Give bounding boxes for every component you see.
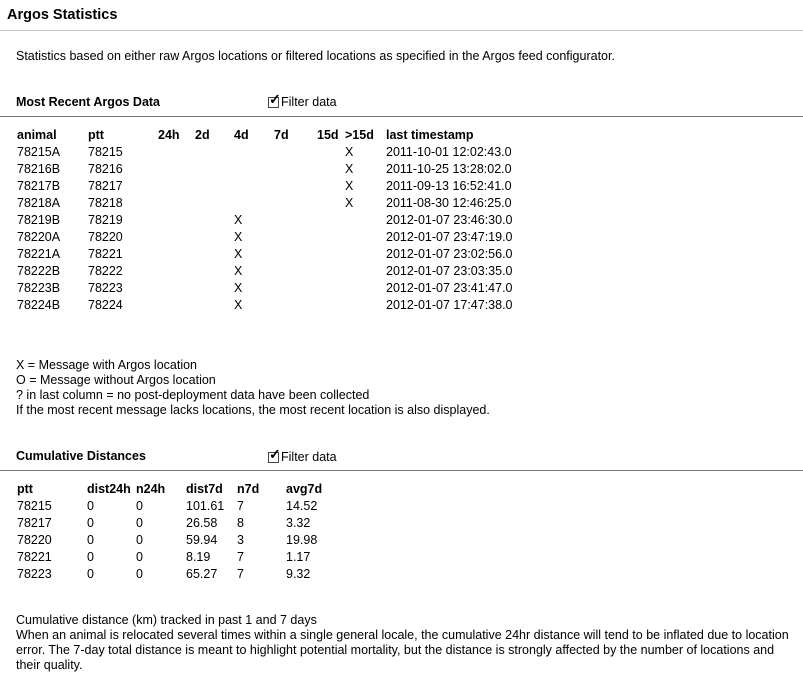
footer-notes (16, 613, 794, 673)
table-cell-n24h: 0 (136, 549, 143, 564)
table-cell-c15d (317, 262, 345, 279)
table-row (17, 262, 546, 279)
col-4d: 4d (234, 127, 249, 142)
table-row (17, 194, 546, 211)
table-cell-c4d: X (234, 229, 243, 244)
table-cell-c7d (274, 228, 317, 245)
col-dist7d: dist7d (186, 481, 223, 496)
table-row (17, 228, 546, 245)
recent-filter-label: Filter data (281, 95, 337, 109)
checkmark-icon: ✓ (269, 445, 281, 462)
table-cell-dist7d: 26.58 (186, 515, 218, 530)
table-cell-c7d (274, 245, 317, 262)
table-cell-dist24h: 0 (87, 515, 94, 530)
table-cell-animal: 78218A (17, 195, 61, 210)
table-cell-c15d (317, 228, 345, 245)
table-cell-ptt: 78220 (88, 229, 123, 244)
table-cell-c15p (345, 296, 386, 313)
table-cell-c24h (158, 262, 195, 279)
legend-x: X = Message with Argos location (16, 358, 197, 372)
table-cell-c4d: X (234, 246, 243, 261)
table-cell-ts: 2011-10-25 13:28:02.0 (386, 161, 512, 176)
recent-section-heading: Most Recent Argos Data (16, 95, 161, 109)
table-cell-dist24h: 0 (87, 566, 94, 581)
table-cell-ts: 2012-01-07 23:02:56.0 (386, 246, 513, 261)
recent-divider (0, 116, 803, 117)
table-cell-n24h: 0 (136, 515, 143, 530)
col-n24h: n24h (136, 481, 166, 496)
table-cell-n7d: 3 (237, 532, 244, 547)
cumulative-filter-toggle[interactable] (268, 445, 337, 464)
table-cell-ptt: 78219 (88, 212, 123, 227)
table-cell-c15d (317, 279, 345, 296)
table-cell-ptt: 78215 (88, 144, 123, 159)
table-cell-c24h (158, 211, 195, 228)
col-15d: 15d (317, 127, 339, 142)
table-cell-c15p (345, 262, 386, 279)
table-row (17, 177, 546, 194)
cumulative-filter-checkbox[interactable] (268, 445, 281, 463)
table-cell-ts: 2011-08-30 12:46:25.0 (386, 195, 512, 210)
table-cell-c15d (317, 296, 345, 313)
table-cell-c15d (317, 143, 345, 160)
legend-recent: If the most recent message lacks locations, the most recent location is also displayed. (16, 403, 490, 417)
table-cell-c4d (234, 194, 274, 211)
table-cell-c24h (158, 296, 195, 313)
table-cell-dist24h: 0 (87, 498, 94, 513)
table-cell-c4d: X (234, 263, 243, 278)
table-cell-c24h (158, 194, 195, 211)
table-cell-avg7d: 14.52 (286, 498, 318, 513)
recent-filter-checkbox[interactable] (268, 90, 281, 108)
table-cell-ptt: 78223 (17, 566, 52, 581)
recent-table (17, 126, 546, 313)
table-row (17, 514, 346, 531)
table-cell-c7d (274, 211, 317, 228)
table-cell-ptt: 78216 (88, 161, 123, 176)
table-cell-dist24h: 0 (87, 549, 94, 564)
table-cell-c24h (158, 160, 195, 177)
table-cell-n7d: 7 (237, 549, 244, 564)
col-n7d: n7d (237, 481, 260, 496)
legend-question: ? in last column = no post-deployment data have been collected (16, 388, 370, 402)
table-cell-c15p: X (345, 161, 354, 176)
table-cell-c15p: X (345, 178, 354, 193)
col-2d: 2d (195, 127, 210, 142)
table-cell-c2d (195, 143, 234, 160)
table-cell-c4d (234, 143, 274, 160)
table-cell-animal: 78220A (17, 229, 61, 244)
table-cell-n24h: 0 (136, 498, 143, 513)
col-last-timestamp: last timestamp (386, 127, 474, 142)
table-cell-animal: 78221A (17, 246, 61, 261)
title-divider (0, 30, 803, 31)
col-ptt: ptt (88, 127, 104, 142)
col-7d: 7d (274, 127, 289, 142)
table-cell-c7d (274, 262, 317, 279)
table-cell-ptt: 78223 (88, 280, 123, 295)
table-cell-c15d (317, 211, 345, 228)
table-cell-c15p (345, 279, 386, 296)
cumulative-section-heading: Cumulative Distances (16, 449, 146, 463)
table-cell-ts: 2011-09-13 16:52:41.0 (386, 178, 512, 193)
table-cell-n7d: 8 (237, 515, 244, 530)
table-row (17, 296, 546, 313)
col-over-15d: >15d (345, 127, 374, 142)
table-cell-dist7d: 59.94 (186, 532, 218, 547)
table-cell-animal: 78219B (17, 212, 61, 227)
table-cell-animal: 78217B (17, 178, 61, 193)
table-cell-c24h (158, 228, 195, 245)
table-cell-c7d (274, 296, 317, 313)
legend-o: O = Message without Argos location (16, 373, 216, 387)
table-cell-avg7d: 19.98 (286, 532, 318, 547)
table-cell-c2d (195, 279, 234, 296)
col-ptt: ptt (17, 481, 33, 496)
table-cell-animal: 78215A (17, 144, 61, 159)
table-cell-animal: 78222B (17, 263, 61, 278)
table-cell-c15p: X (345, 195, 354, 210)
table-cell-c7d (274, 143, 317, 160)
cumulative-filter-label: Filter data (281, 450, 337, 464)
table-cell-c2d (195, 194, 234, 211)
table-cell-c4d (234, 160, 274, 177)
table-cell-ptt: 78218 (88, 195, 123, 210)
table-cell-ts: 2012-01-07 23:41:47.0 (386, 280, 513, 295)
table-cell-c15p: X (345, 144, 354, 159)
table-cell-c15p (345, 245, 386, 262)
table-cell-c24h (158, 279, 195, 296)
table-cell-n24h: 0 (136, 566, 143, 581)
table-cell-dist7d: 101.61 (186, 498, 225, 513)
table-cell-c24h (158, 143, 195, 160)
table-cell-c4d (234, 177, 274, 194)
table-cell-c7d (274, 194, 317, 211)
table-cell-c7d (274, 177, 317, 194)
table-cell-ts: 2011-10-01 12:02:43.0 (386, 144, 512, 159)
table-cell-c15d (317, 160, 345, 177)
table-cell-dist24h: 0 (87, 532, 94, 547)
cumulative-header-row (17, 480, 346, 497)
col-animal: animal (17, 127, 57, 142)
table-cell-c2d (195, 245, 234, 262)
table-cell-c2d (195, 228, 234, 245)
table-cell-ts: 2012-01-07 23:47:19.0 (386, 229, 513, 244)
footer-line-1: Cumulative distance (km) tracked in past 1 and 7 days (16, 613, 317, 627)
table-cell-ptt: 78224 (88, 297, 123, 312)
table-cell-n24h: 0 (136, 532, 143, 547)
table-cell-c24h (158, 177, 195, 194)
table-cell-c15p (345, 211, 386, 228)
table-cell-c15d (317, 194, 345, 211)
recent-filter-toggle[interactable] (268, 90, 337, 109)
table-cell-avg7d: 3.32 (286, 515, 311, 530)
table-row (17, 160, 546, 177)
table-cell-animal: 78224B (17, 297, 61, 312)
table-row (17, 245, 546, 262)
table-cell-ptt: 78217 (17, 515, 52, 530)
table-cell-c2d (195, 177, 234, 194)
table-cell-avg7d: 9.32 (286, 566, 311, 581)
table-cell-dist7d: 8.19 (186, 549, 211, 564)
table-cell-c15d (317, 177, 345, 194)
table-cell-ptt: 78215 (17, 498, 52, 513)
table-cell-ts: 2012-01-07 23:46:30.0 (386, 212, 513, 227)
table-cell-avg7d: 1.17 (286, 549, 311, 564)
table-cell-c2d (195, 262, 234, 279)
table-cell-c4d: X (234, 280, 243, 295)
page-title: Argos Statistics (7, 7, 118, 23)
cumulative-table (17, 480, 346, 582)
footer-line-2: When an animal is relocated several times within a single general locale, the cumulative 24hr distance will tend to be inflated due to location error. The 7-day total distance is meant to highlight potential mortality, but the distance is strongly affected by the number of locations and their quality. (16, 628, 789, 672)
table-row (17, 279, 546, 296)
table-cell-ptt: 78221 (88, 246, 123, 261)
table-cell-c15d (317, 245, 345, 262)
table-cell-ptt: 78222 (88, 263, 123, 278)
table-cell-n7d: 7 (237, 498, 244, 513)
table-cell-c2d (195, 160, 234, 177)
recent-header-row (17, 126, 546, 143)
table-cell-c4d: X (234, 297, 243, 312)
table-cell-c7d (274, 160, 317, 177)
table-cell-c2d (195, 296, 234, 313)
table-cell-ts: 2012-01-07 17:47:38.0 (386, 297, 513, 312)
table-cell-c24h (158, 245, 195, 262)
table-cell-n7d: 7 (237, 566, 244, 581)
table-cell-ts: 2012-01-07 23:03:35.0 (386, 263, 513, 278)
cumulative-divider (0, 470, 803, 471)
table-cell-dist7d: 65.27 (186, 566, 218, 581)
table-cell-c15p (345, 228, 386, 245)
table-cell-ptt: 78221 (17, 549, 52, 564)
table-cell-c7d (274, 279, 317, 296)
intro-text: Statistics based on either raw Argos locations or filtered locations as specified in the Argos feed configurator. (16, 49, 615, 63)
table-row (17, 143, 546, 160)
table-cell-ptt: 78217 (88, 178, 123, 193)
table-cell-c2d (195, 211, 234, 228)
table-cell-c4d: X (234, 212, 243, 227)
table-cell-ptt: 78220 (17, 532, 52, 547)
table-row (17, 531, 346, 548)
table-row (17, 497, 346, 514)
col-dist24h: dist24h (87, 481, 131, 496)
checkmark-icon: ✓ (269, 90, 281, 107)
table-cell-animal: 78216B (17, 161, 61, 176)
table-row (17, 548, 346, 565)
table-row (17, 565, 346, 582)
table-row (17, 211, 546, 228)
legend (16, 358, 490, 418)
table-cell-animal: 78223B (17, 280, 61, 295)
col-avg7d: avg7d (286, 481, 323, 496)
col-24h: 24h (158, 127, 180, 142)
